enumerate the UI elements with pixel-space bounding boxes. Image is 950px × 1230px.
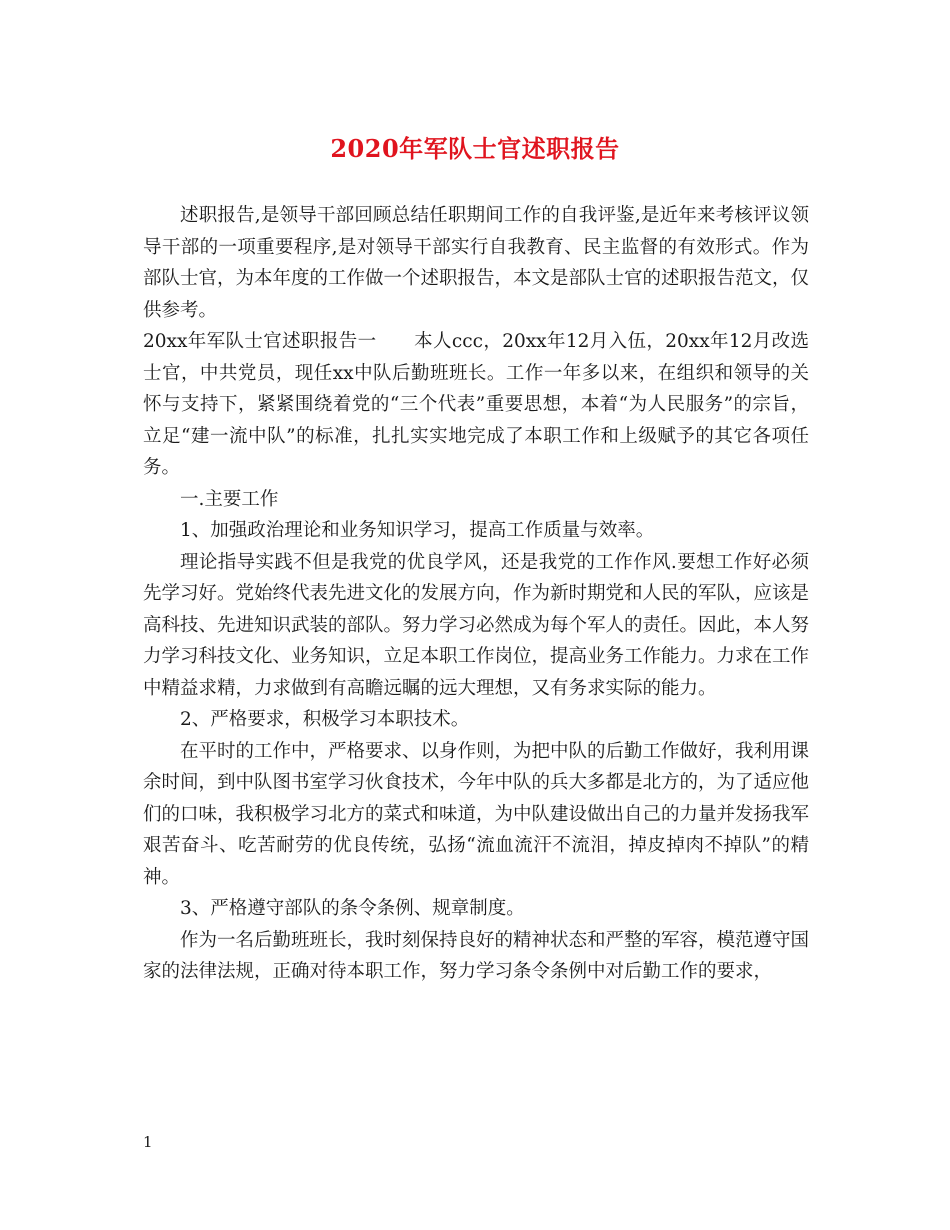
subheading-1: 1、加强政治理论和业务知识学习，提高工作质量与效率。 <box>180 520 655 541</box>
paragraph-daily-work: 在平时的工作中，严格要求、以身作则，为把中队的后勤工作做好，我利用课余时间，到中队图书室学习伙食技术，今年中队的兵大多都是北方的，为了适应他们的口味，我积极学习北方的菜式和味道，为中队建设做出自己的力量并发扬我军艰苦奋斗、吃苦耐劳的优良传统，弘扬“流血流汗不流泪，掉皮掉肉不掉队”的精神。 <box>143 740 810 888</box>
document-title: 2020年军队士官述职报告 <box>330 134 620 163</box>
paragraph-intro: 述职报告,是领导干部回顾总结任职期间工作的自我评鉴,是近年来考核评议领导干部的一项重要程序,是对领导干部实行自我教育、民主监督的有效形式。作为部队士官，为本年度的工作做一个述职报告，本文是部队士官的述职报告范文，仅供参考。 <box>143 205 810 321</box>
document-body <box>143 200 809 988</box>
subheading-3: 3、严格遵守部队的条令条例、规章制度。 <box>180 898 525 919</box>
subheading-2: 2、严格要求，积极学习本职技术。 <box>180 709 470 730</box>
page-number: 1 <box>143 1133 153 1151</box>
paragraph-discipline: 作为一名后勤班班长，我时刻保持良好的精神状态和严整的军容，模范遵守国家的法律法规，正确对待本职工作，努力学习条令条例中对后勤工作的要求， <box>143 929 810 982</box>
paragraph-study: 理论指导实践不但是我党的优良学风，还是我党的工作作风.要想工作好必须先学习好。党始终代表先进文化的发展方向，作为新时期党和人民的军队，应该是高科技、先进知识武装的部队。努力学习必然成为每个军人的责任。因此，本人努力学习科技文化、业务知识，立足本职工作岗位，提高业务工作能力。力求在工作中精益求精，力求做到有高瞻远瞩的远大理想，又有务求实际的能力。 <box>143 551 810 699</box>
paragraph-report-opening: 20xx年军队士官述职报告一 本人ccc，20xx年12月入伍，20xx年12月改选士官，中共党员，现任xx中队后勤班班长。工作一年多以来，在组织和领导的关怀与支持下，紧紧围绕着党的“三个代表”重要思想，本着“为人民服务”的宗旨，立足“建一流中队”的标准，扎扎实实地完成了本职工作和上级赋予的其它各项任务。 <box>143 331 809 478</box>
section-heading-main-work: 一.主要工作 <box>180 488 279 510</box>
